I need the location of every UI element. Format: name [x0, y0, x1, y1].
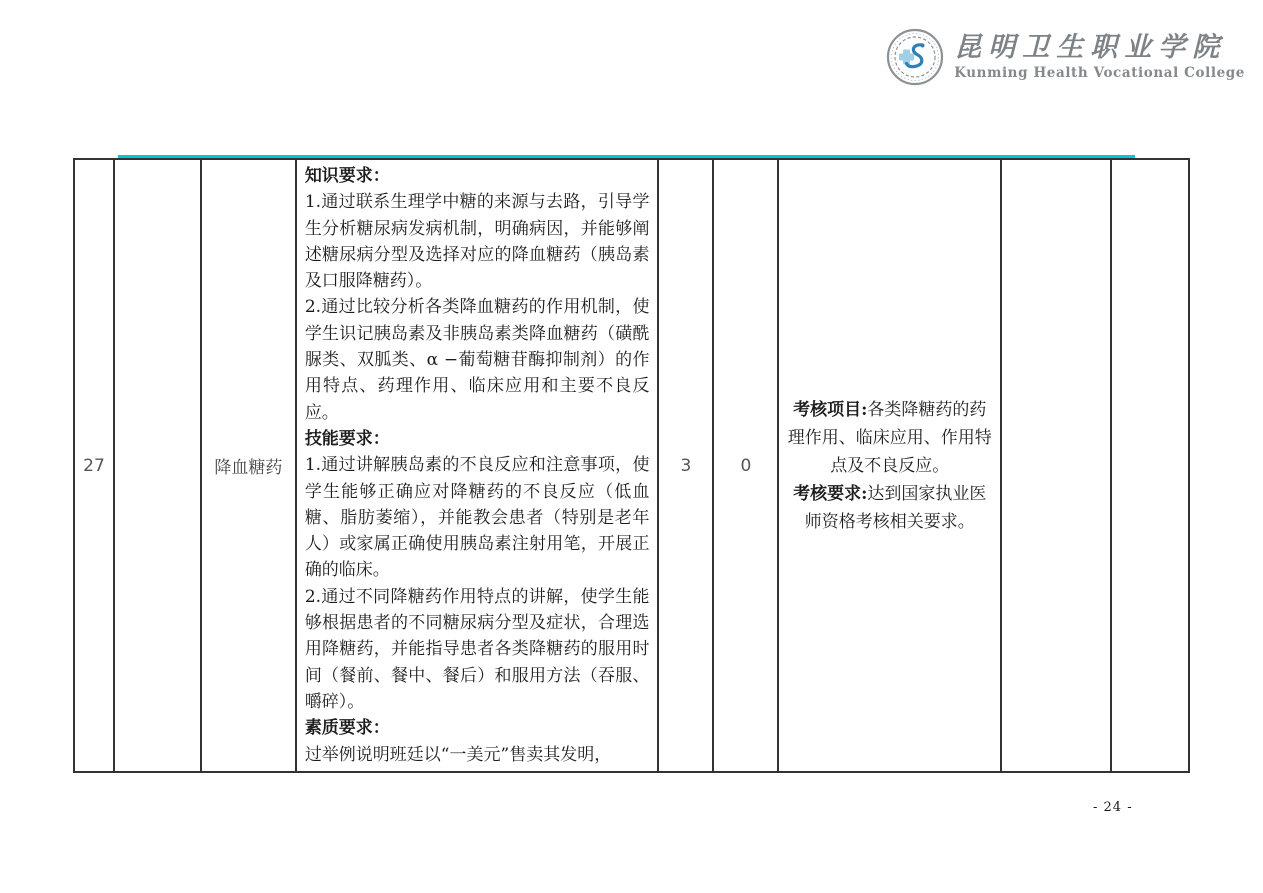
assessment-project-label: 考核项目:	[793, 399, 868, 420]
skill-item-1: 1.通过讲解胰岛素的不良反应和注意事项，使学生能够正确应对降糖药的不良反应（低血糖、脂肪萎缩），并能教会患者（特别是老年人）或家属正确使用胰岛素注射用笔，开展正确的临床。	[304, 455, 650, 581]
cyan-accent-line	[118, 155, 1135, 158]
cell-empty-1	[1002, 160, 1112, 771]
knowledge-requirements-heading: 知识要求：	[304, 166, 390, 186]
assessment-text	[785, 396, 994, 536]
page-header	[886, 28, 1245, 86]
knowledge-item-1: 1.通过联系生理学中糖的来源与去路，引导学生分析糖尿病发病机制，明确病因，并能够阐述糖尿病分型及选择对应的降血糖药（胰岛素及口服降糖药）。	[304, 192, 650, 292]
assessment-requirement-label: 考核要求:	[793, 483, 868, 504]
knowledge-item-2: 2.通过比较分析各类降血糖药的作用机制，使学生识记胰岛素及非胰岛素类降血糖药（磺酰脲类、双胍类、α −葡萄糖苷酶抑制剂）的作用特点、药理作用、临床应用和主要不良反应。	[304, 297, 650, 423]
cell-teaching-requirements	[297, 160, 660, 771]
page-number: - 24 -	[1093, 800, 1133, 815]
assessment-requirement	[785, 480, 994, 536]
cell-practice-hours: 0	[714, 160, 779, 771]
college-name-calligraphy: 昆明卫生职业学院	[954, 31, 1227, 63]
syllabus-table	[73, 158, 1190, 773]
skill-requirements-heading: 技能要求：	[304, 428, 390, 449]
college-logo-seal-icon	[886, 28, 944, 86]
cell-row-number: 27	[75, 160, 115, 771]
assessment-project-text: 各类降糖药的药理作用、临床应用、作用特点及不良反应。	[787, 399, 992, 476]
quality-item-1: 过举例说明班廷以“一美元”售卖其发明，	[304, 744, 612, 765]
college-name-english: Kunming Health Vocational College	[954, 65, 1245, 82]
skill-item-2: 2.通过不同降糖药作用特点的讲解，使学生能够根据患者的不同糖尿病分型及症状，合理选用降糖药，并能指导患者各类降糖药的服用时间（餐前、餐中、餐后）和服用方法（吞服、嚼碎）。	[304, 586, 650, 712]
cell-theory-hours: 3	[659, 160, 714, 771]
college-name-block	[954, 33, 1245, 82]
cell-module-empty	[115, 160, 202, 771]
assessment-requirement-text: 达到国家执业医师资格考核相关要求。	[804, 483, 987, 532]
requirements-text	[297, 160, 658, 768]
cell-empty-2	[1112, 160, 1188, 771]
quality-requirements-heading: 素质要求：	[304, 718, 390, 739]
cell-course-name: 降血糖药	[202, 160, 297, 771]
cell-assessment	[779, 160, 1002, 771]
assessment-project	[785, 396, 994, 480]
